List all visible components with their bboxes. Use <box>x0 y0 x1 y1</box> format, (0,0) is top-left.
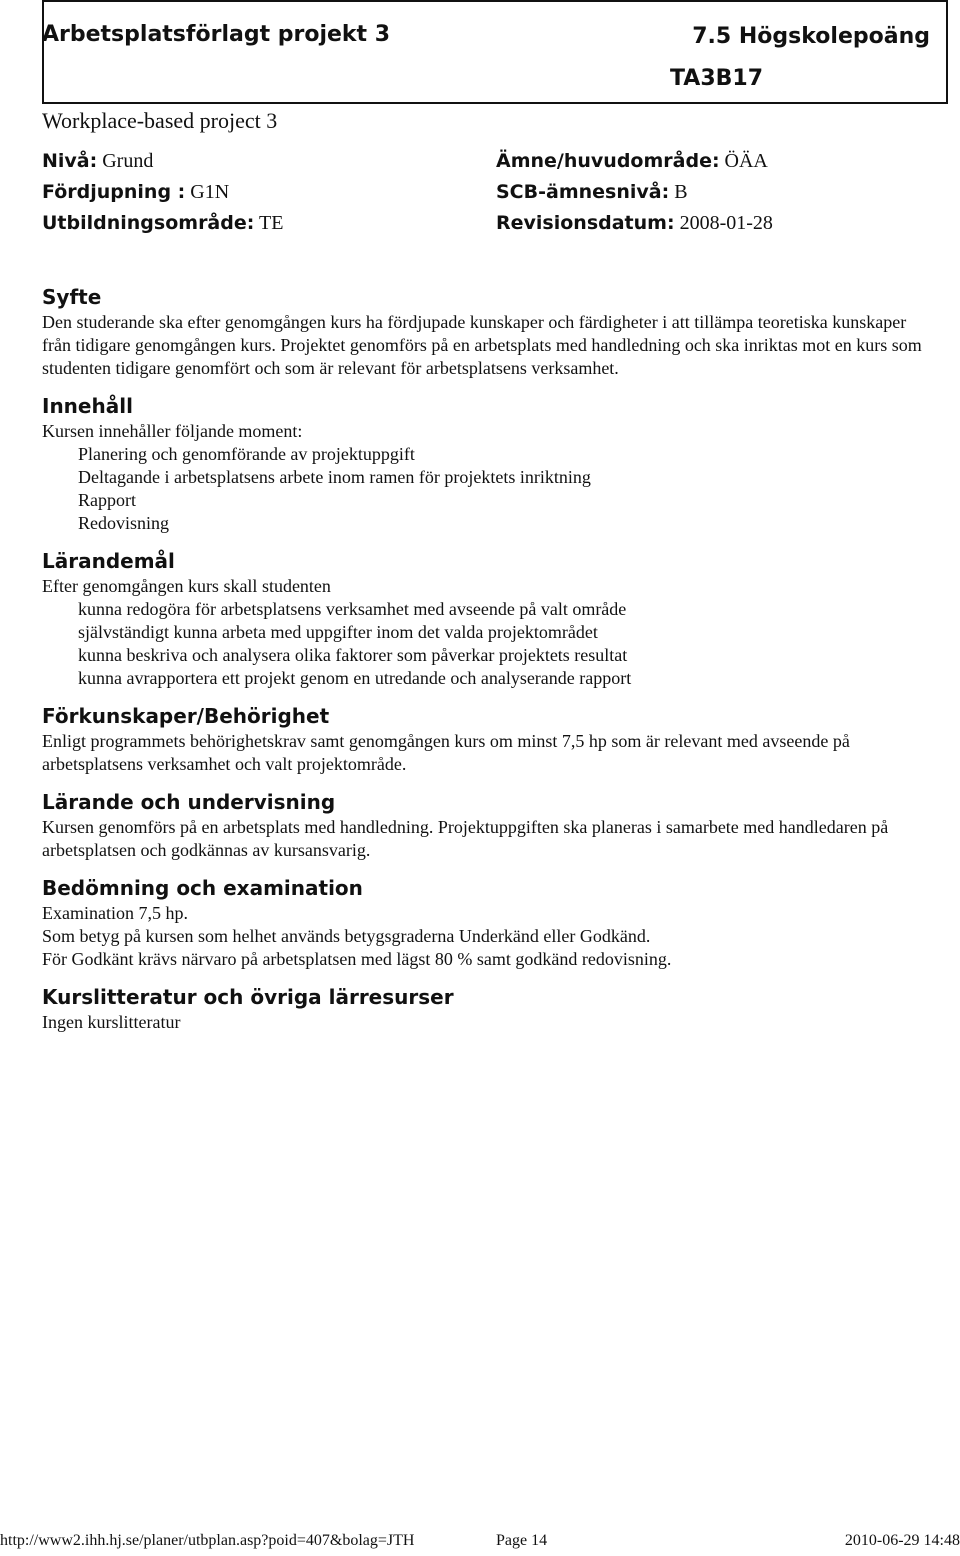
meta-scb-level: SCB-ämnesnivå: B <box>496 181 688 203</box>
heading-bedomning: Bedömning och examination <box>42 876 363 900</box>
heading-innehall: Innehåll <box>42 394 133 418</box>
larandemal-list <box>42 598 932 690</box>
meta-left <box>42 146 283 239</box>
footer-page-number: Page 14 <box>496 1532 548 1549</box>
heading-syfte: Syfte <box>42 285 102 309</box>
course-code: TA3B17 <box>670 66 764 91</box>
list-item: kunna beskriva och analysera olika faktorer som påverkar projektets resultat <box>78 645 628 665</box>
meta-subject: Ämne/huvudområde: ÖÄA <box>496 150 768 172</box>
meta-revision-date: Revisionsdatum: 2008-01-28 <box>496 212 773 234</box>
header-box <box>42 0 948 104</box>
section-larandemal <box>42 547 932 690</box>
section-larande <box>42 788 932 862</box>
section-kurslitteratur <box>42 983 932 1034</box>
section-forkunskaper <box>42 702 932 776</box>
kurslitteratur-text: Ingen kurslitteratur <box>42 1012 181 1032</box>
footer-datetime: 2010-06-29 14:48 <box>844 1532 960 1549</box>
syfte-text: Den studerande ska efter genomgången kurs ha fördjupade kunskaper och färdigheter i att tillämpa teoretiska kunskaper från tidigare genomgången kurs. Projektet genomförs på en arbetsplats med handledning och ska inriktas mot en kurs som studenten tidigare genomfört och som är relevant för arbetsplatsens verksamhet. <box>42 312 922 378</box>
larande-text: Kursen genomförs på en arbetsplats med handledning. Projektuppgiften ska planeras i samarbete med handledaren på arbetsplatsen och godkännas av kursansvarig. <box>42 817 889 860</box>
course-title-english: Workplace-based project 3 <box>42 108 278 133</box>
course-title: Arbetsplatsförlagt projekt 3 <box>42 22 391 47</box>
innehall-intro: Kursen innehåller följande moment: <box>42 421 303 441</box>
list-item: Deltagande i arbetsplatsens arbete inom ramen för projektets inriktning <box>78 467 591 487</box>
forkunskaper-text: Enligt programmets behörighetskrav samt genomgången kurs om minst 7,5 hp som är relevant med avseende på arbetsplatsens verksamhet och valt projektområde. <box>42 731 850 774</box>
list-item: kunna avrapportera ett projekt genom en utredande och analyserande rapport <box>78 668 632 688</box>
meta-field: Utbildningsområde: TE <box>42 212 284 234</box>
section-bedomning <box>42 874 932 971</box>
list-item: Redovisning <box>78 513 170 533</box>
document-body <box>42 283 932 1046</box>
list-item: Rapport <box>78 490 136 510</box>
footer-url: http://www2.ihh.hj.se/planer/utbplan.asp?poid=407&bolag=JTH <box>0 1532 415 1549</box>
meta-right <box>496 146 773 239</box>
list-item: självständigt kunna arbeta med uppgifter inom det valda projektområdet <box>78 622 598 642</box>
heading-larandemal: Lärandemål <box>42 549 175 573</box>
meta-level: Nivå: Grund <box>42 150 154 172</box>
course-credits: 7.5 Högskolepoäng <box>692 24 930 49</box>
heading-larande: Lärande och undervisning <box>42 790 336 814</box>
heading-kurslitteratur: Kurslitteratur och övriga lärresurser <box>42 985 454 1009</box>
bedomning-line: Examination 7,5 hp. <box>42 903 188 923</box>
innehall-list <box>42 443 932 535</box>
meta-depth: Fördjupning : G1N <box>42 181 230 203</box>
bedomning-line: För Godkänt krävs närvaro på arbetsplatsen med lägst 80 % samt godkänd redovisning. <box>42 949 672 969</box>
bedomning-line: Som betyg på kursen som helhet används betygsgraderna Underkänd eller Godkänd. <box>42 926 651 946</box>
larandemal-intro: Efter genomgången kurs skall studenten <box>42 576 331 596</box>
list-item: kunna redogöra för arbetsplatsens verksamhet med avseende på valt område <box>78 599 627 619</box>
heading-forkunskaper: Förkunskaper/Behörighet <box>42 704 330 728</box>
section-innehall <box>42 392 932 535</box>
list-item: Planering och genomförande av projektuppgift <box>78 444 415 464</box>
section-syfte <box>42 283 932 380</box>
